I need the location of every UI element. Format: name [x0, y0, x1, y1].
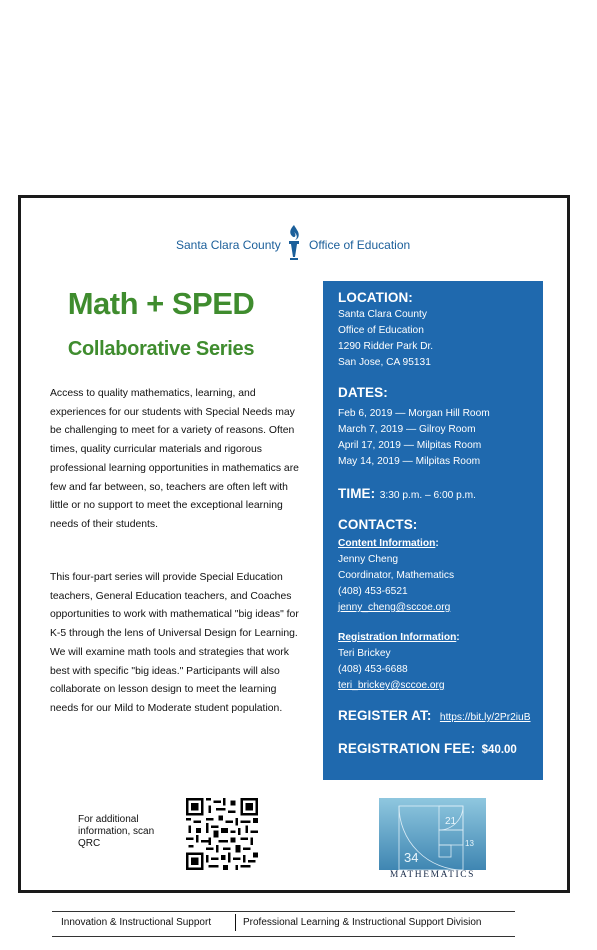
footer-right: Professional Learning & Instructional Support Division [243, 917, 482, 928]
date-item: April 17, 2019 — Milpitas Room [338, 440, 482, 451]
content-title: Coordinator, Mathematics [338, 570, 455, 581]
series-paragraph: This four-part series will provide Special Education teachers, General Education teachers, and Coaches opportunities to work with mathematical "big ideas" for K-5 through the lens of Universal Design for Learning. We will examine math tools and strategies that work best with specific "big ideas." Participants will also collaborate on lesson design to meet the learning needs for our Mild to Moderate student population. [50, 572, 299, 714]
fib-number: 21 [445, 816, 457, 827]
content-email-link[interactable]: jenny_cheng@sccoe.org [338, 602, 451, 613]
intro-paragraph: Access to quality mathematics, learning, and experiences for our students with Special Needs may be challenging to meet for a variety of reasons. Often times, quality curricular materials and rigorous professional learning opportunities in mathematics are few and far between, so, teachers are often left with little or no support to meet the exceptional learning needs of their students. [50, 388, 299, 530]
location-heading: LOCATION: [338, 290, 413, 305]
title-main: Math + SPED [67, 286, 255, 321]
footer [52, 911, 515, 937]
fib-number: 13 [465, 839, 474, 848]
location-line: San Jose, CA 95131 [338, 357, 431, 368]
torch-icon [283, 223, 305, 263]
time-value: 3:30 p.m. – 6:00 p.m. [379, 490, 476, 501]
location-line: Office of Education [338, 325, 424, 336]
date-item: March 7, 2019 — Gilroy Room [338, 424, 476, 435]
fee-heading: REGISTRATION FEE: [338, 741, 476, 756]
time-heading: TIME: [338, 486, 376, 501]
registration-email-link[interactable]: teri_brickey@sccoe.org [338, 680, 445, 691]
content-name: Jenny Cheng [338, 554, 399, 565]
location-line: 1290 Ridder Park Dr. [338, 341, 434, 352]
flyer [18, 195, 570, 893]
footer-divider [235, 914, 236, 931]
register-heading: REGISTER AT: [338, 708, 432, 723]
mathematics-image [379, 798, 486, 880]
mathematics-caption: MATHEMATICS [389, 870, 476, 880]
registration-info-label: Registration Information [338, 632, 457, 643]
contacts-heading: CONTACTS: [338, 517, 418, 532]
date-item: Feb 6, 2019 — Morgan Hill Room [338, 408, 490, 419]
content-info-label: Content Information [338, 538, 436, 549]
fib-number: 34 [404, 850, 419, 865]
title-sub: Collaborative Series [67, 338, 255, 360]
logo-text-right: Office of Education [309, 238, 411, 252]
register-link[interactable]: https://bit.ly/2Pr2iuB [439, 712, 531, 723]
qr-label: For additional information, scan QRC [78, 814, 155, 849]
date-item: May 14, 2019 — Milpitas Room [338, 456, 481, 467]
qr-code[interactable] [186, 798, 258, 870]
content-phone: (408) 453-6521 [338, 586, 408, 597]
logo-text-left: Santa Clara County [176, 238, 281, 252]
registration-phone: (408) 453-6688 [338, 664, 408, 675]
registration-name: Teri Brickey [338, 648, 391, 659]
location-line: Santa Clara County [338, 309, 427, 320]
info-panel: LOCATION: Santa Clara County Office of Education 1290 Ridder Park Dr. San Jose, CA 95131 DATES: Feb 6, 2019 — Morgan Hill Room March 7, 2019 — Gilroy Room April 17, 2019 — Milpitas Room May 14, 2019 — Milpitas Room TIME: 3:30 p.m. – 6:00 p.m. CONTACTS: Content Information: Jenny Cheng Coordinator, Mathematics (408) 453-6521 jenny_cheng@sccoe.org Registration Information: Teri Brickey (408) 453-6688 teri_brickey@sccoe.org REGISTER AT: https://bit.ly/2Pr2iuB REGISTRATION FEE: $40.00 [323, 281, 543, 780]
fee-value: $40.00 [481, 744, 517, 756]
sccoe-logo [176, 223, 416, 263]
footer-left: Innovation & Instructional Support [61, 917, 212, 928]
dates-heading: DATES: [338, 385, 388, 400]
